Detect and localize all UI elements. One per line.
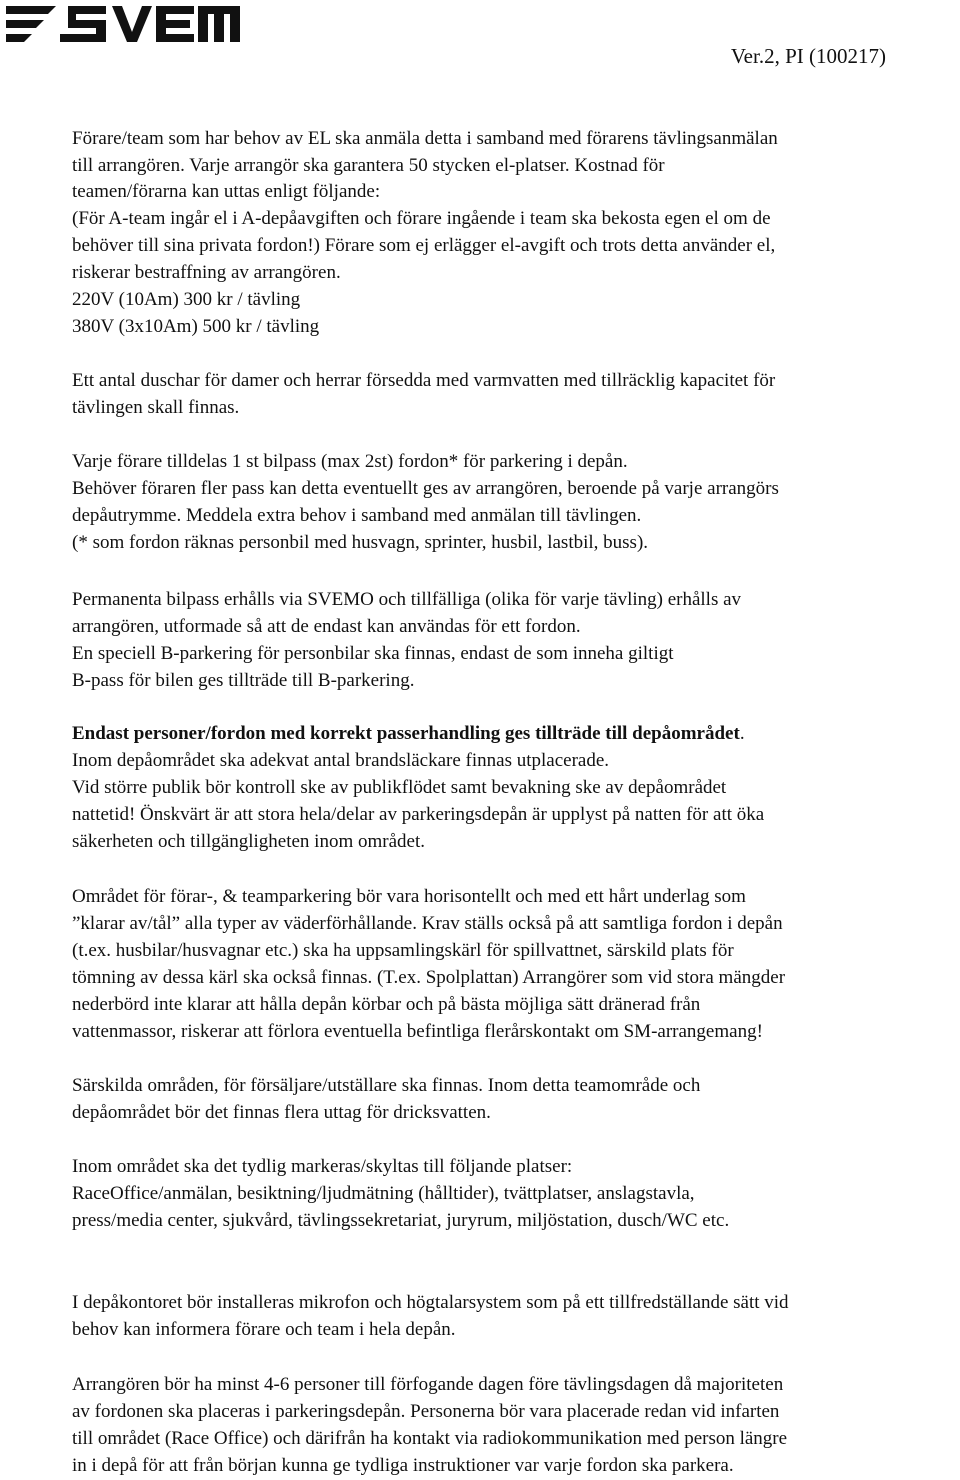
bold-statement: Endast personer/fordon med korrekt passerhandling ges tillträde till depåområdet — [72, 723, 740, 744]
text-line: in i depå för att från början kunna ge tydliga instruktioner var varje fordon ska parkera. — [72, 1455, 734, 1476]
text-line: till området (Race Office) och därifrån ha kontakt via radiokommunikation med person längre — [72, 1428, 788, 1449]
text-line: av fordonen ska placeras i parkeringsdepån. Personerna bör vara placerade redan vid infarten — [72, 1401, 780, 1422]
text-line: Förare/team som har behov av EL ska anmäla detta i samband med förarens tävlingsanmälan — [72, 128, 778, 149]
text-line: nattetid! Önskvärt är att stora hela/delar av parkeringsdepån är upplyst på natten för att öka — [72, 804, 765, 825]
text-line: En speciell B-parkering för personbilar ska finnas, endast de som inneha giltigt — [72, 643, 674, 664]
text-line: I depåkontoret bör installeras mikrofon och högtalarsystem som på ett tillfredställande sätt vid — [72, 1292, 789, 1313]
text-line: behov kan informera förare och team i hela depån. — [72, 1319, 456, 1340]
text-line: teamen/förarna kan uttas enligt följande: — [72, 181, 381, 202]
text-line: nederbörd inte klarar att hålla depån körbar och på bästa möjliga sätt dränerad från — [72, 994, 701, 1015]
text-line: Inom området ska det tydlig markeras/skyltas till följande platser: — [72, 1156, 573, 1177]
text-line: ”klarar av/tål” alla typer av väderförhållande. Krav ställs också på att samtliga fordon i depån — [72, 913, 783, 934]
bold-text-line — [72, 721, 745, 747]
text-line: (t.ex. husbilar/husvagnar etc.) ska ha uppsamlingskärl för spillvattnet, särskild plats för — [72, 940, 734, 961]
text-line: behöver till sina privata fordon!) Förare som ej erlägger el-avgift och trots detta använder el, — [72, 235, 776, 256]
period: . — [739, 723, 745, 744]
text-line: tömning av dessa kärl ska också finnas. (T.ex. Spolplattan) Arrangörer som vid stora mängder — [72, 967, 786, 988]
text-line: (* som fordon räknas personbil med husvagn, sprinter, husbil, lastbil, buss). — [72, 532, 649, 553]
version-label: Ver.2, PI (100217) — [730, 44, 886, 68]
text-line: Varje förare tilldelas 1 st bilpass (max 2st) fordon* för parkering i depån. — [72, 451, 628, 472]
text-line: press/media center, sjukvård, tävlingssekretariat, juryrum, miljöstation, dusch/WC etc. — [72, 1210, 730, 1231]
text-line: (För A-team ingår el i A-depåavgiften och förare ingående i team ska bekosta egen el om de — [72, 208, 771, 229]
text-line: säkerheten och tillgängligheten inom området. — [72, 831, 425, 852]
text-line: B-pass för bilen ges tillträde till B-parkering. — [72, 670, 415, 691]
text-line: Behöver föraren fler pass kan detta eventuellt ges av arrangören, beroende på varje arrangörs — [72, 478, 779, 499]
text-line: 220V (10Am) 300 kr / tävling — [72, 289, 301, 310]
text-line: Särskilda områden, för försäljare/utställare ska finnas. Inom detta teamområde och — [72, 1075, 701, 1096]
text-line: depåutrymme. Meddela extra behov i samband med anmälan till tävlingen. — [72, 505, 642, 526]
text-line: depåområdet bör det finnas flera uttag för dricksvatten. — [72, 1102, 491, 1123]
text-line: till arrangören. Varje arrangör ska garantera 50 stycken el-platser. Kostnad för — [72, 155, 665, 176]
text-line: Vid större publik bör kontroll ske av publikflödet samt bevakning ske av depåområdet — [72, 777, 727, 798]
text-line: Inom depåområdet ska adekvat antal brandsläckare finnas utplacerade. — [72, 750, 610, 771]
text-line: Permanenta bilpass erhålls via SVEMO och tillfälliga (olika för varje tävling) erhålls av — [72, 589, 742, 610]
text-line: tävlingen skall finnas. — [72, 397, 240, 418]
text-line: arrangören, utformade så att de endast kan användas för ett fordon. — [72, 616, 581, 637]
text-line: 380V (3x10Am) 500 kr / tävling — [72, 316, 320, 337]
logo-text: SVEMO — [4, 2, 8, 3]
text-line: Området för förar-, & teamparkering bör vara horisontellt och med ett hårt underlag som — [72, 886, 746, 907]
text-line: Arrangören bör ha minst 4-6 personer till förfogande dagen före tävlingsdagen då majoriteten — [72, 1374, 784, 1395]
text-line: vattenmassor, riskerar att förlora eventuella befintliga flerårskontakt om SM-arrangemang! — [72, 1021, 763, 1042]
text-line: riskerar bestraffning av arrangören. — [72, 262, 341, 283]
svemo-logo — [4, 2, 266, 46]
text-line: RaceOffice/anmälan, besiktning/ljudmätning (hålltider), tvättplatser, anslagstavla, — [72, 1183, 695, 1204]
text-line: Ett antal duschar för damer och herrar försedda med varmvatten med tillräcklig kapacitet för — [72, 370, 776, 391]
